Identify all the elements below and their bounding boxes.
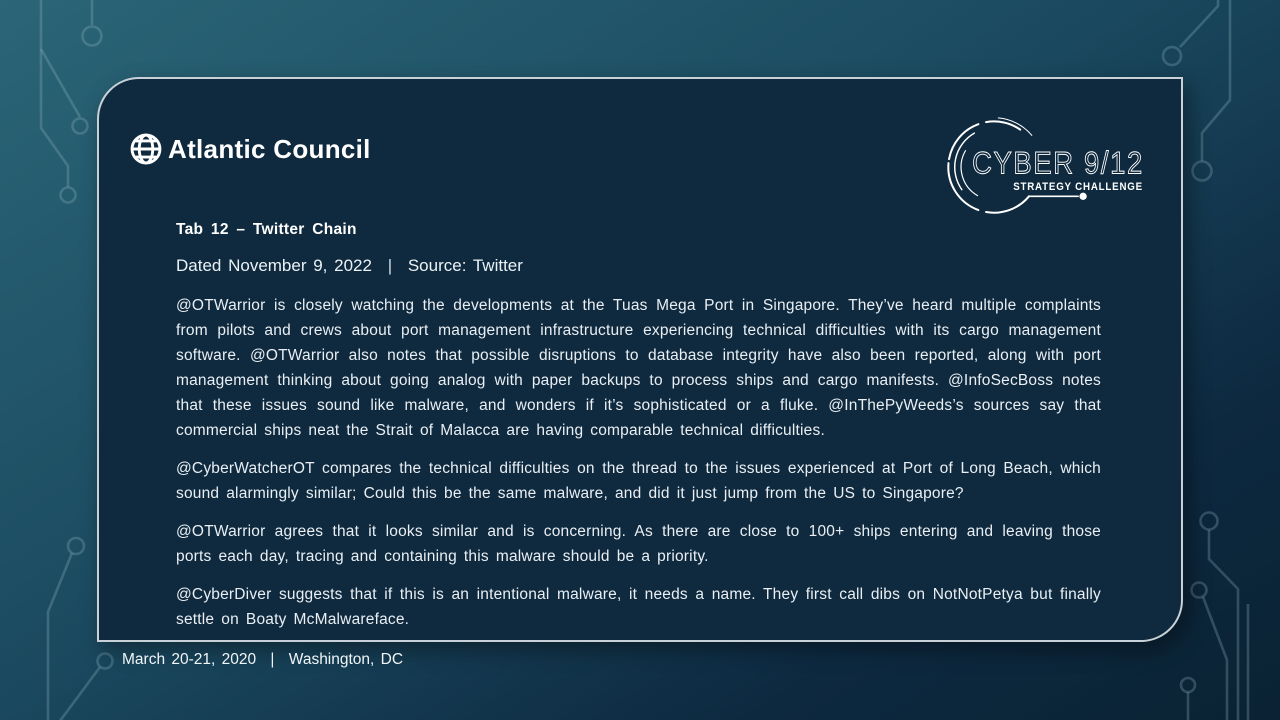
source-text: Source: Twitter <box>407 256 523 275</box>
date-text: Dated November 9, 2022 <box>176 256 372 275</box>
footer-location: Washington, DC <box>288 651 404 668</box>
footer <box>122 651 403 669</box>
globe-icon <box>128 131 164 167</box>
separator: | <box>387 256 393 275</box>
cyber912-subtitle: STRATEGY CHALLENGE <box>1013 180 1143 193</box>
paragraph-3: @OTWarrior agrees that it looks similar and is concerning. As there are close to 100+ ships entering and leaving those ports each day, tracing and containing this malware should be a priority. <box>176 523 1101 565</box>
card-header <box>99 79 1181 193</box>
atlantic-council-logo <box>128 131 371 167</box>
footer-date: March 20-21, 2020 <box>122 651 257 668</box>
content-card <box>97 77 1183 642</box>
dateline <box>176 256 1101 276</box>
connector-dot <box>1079 193 1086 200</box>
footer-separator: | <box>270 651 275 668</box>
slide-title: Tab 12 – Twitter Chain <box>176 221 357 238</box>
paragraph-1: @OTWarrior is closely watching the developments at the Tuas Mega Port in Singapore. They’ve heard multiple complaints from pilots and crews about port management infrastructure experiencing technical difficulties with its cargo management software. @OTWarrior also notes that possible disruptions to database integrity have also been reported, along with port management thinking about going analog with paper backups to process ships and cargo manifests. @InfoSecBoss notes that these issues sound like malware, and wonders if it’s sophisticated or a fluke. @InThePyWeeds’s sources say that commercial ships neat the Strait of Malacca are having comparable technical difficulties. <box>176 297 1101 439</box>
org-name: Atlantic Council <box>168 133 371 164</box>
slide-content <box>99 175 1181 632</box>
cyber912-title: CYBER 9/12 <box>972 145 1144 181</box>
cyber912-logo <box>941 115 1153 221</box>
paragraph-4: @CyberDiver suggests that if this is an intentional malware, it needs a name. They first call dibs on NotNotPetya but finally settle on Boaty McMalwareface. <box>176 586 1101 628</box>
paragraph-2: @CyberWatcherOT compares the technical difficulties on the thread to the issues experienced at Port of Long Beach, which sound alarmingly similar; Could this be the same malware, and did it just jump from the US to Singapore? <box>176 460 1101 502</box>
